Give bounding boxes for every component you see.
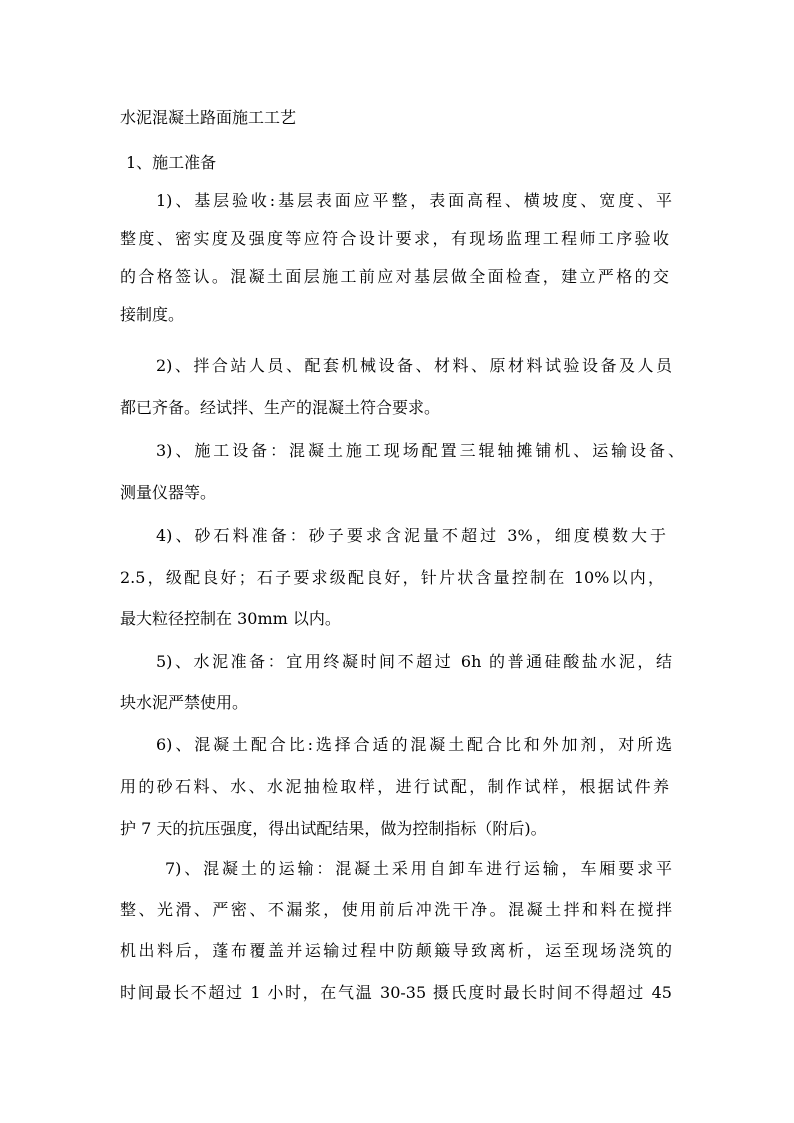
section-heading: 1、施工准备 — [126, 153, 217, 172]
paragraph-line: 接制度。 — [120, 305, 185, 324]
paragraph-line: 3)、施工设备：混凝土施工现场配置三辊轴摊铺机、运输设备、 — [156, 441, 684, 460]
paragraph-line: 都已齐备。经试拌、生产的混凝土符合要求。 — [120, 398, 441, 417]
paragraph-line: 6)、混凝土配合比:选择合适的混凝土配合比和外加剂，对所选 — [156, 735, 672, 754]
paragraph-line: 最大粒径控制在 30mm 以内。 — [120, 609, 341, 628]
paragraph-line: 用的砂石料、水、水泥抽检取样，进行试配，制作试样，根据试件养 — [120, 777, 669, 796]
paragraph-line: 时间最长不超过 1 小时，在气温 30-35 摄氏度时最长时间不得超过 45 — [120, 983, 672, 1002]
paragraph-line: 护 7 天的抗压强度，得出试配结果，做为控制指标（附后)。 — [120, 819, 547, 838]
paragraph-line: 整、光滑、严密、不漏浆，使用前后冲洗干净。混凝土拌和料在搅拌 — [120, 900, 672, 919]
paragraph-line: 2.5，级配良好；石子要求级配良好，针片状含量控制在 10%以内， — [120, 568, 664, 587]
paragraph-line: 1)、基层验收:基层表面应平整，表面高程、横坡度、宽度、平 — [156, 191, 672, 210]
document-title: 水泥混凝土路面施工工艺 — [120, 108, 297, 127]
paragraph-line: 整度、密实度及强度等应符合设计要求，有现场监理工程师工序验收 — [120, 229, 669, 248]
paragraph-line: 的合格签认。混凝土面层施工前应对基层做全面检查，建立严格的交 — [120, 267, 669, 286]
paragraph-line: 测量仪器等。 — [120, 483, 217, 502]
paragraph-line: 7)、混凝土的运输：混凝土采用自卸车进行运输，车厢要求平 — [165, 859, 672, 878]
paragraph-line: 机出料后，蓬布覆盖并运输过程中防颠簸导致离析，运至现场浇筑的 — [120, 941, 672, 960]
paragraph-line: 块水泥严禁使用。 — [120, 693, 249, 712]
paragraph-line: 4)、砂石料准备：砂子要求含泥量不超过 3%，细度模数大于 — [156, 526, 666, 545]
paragraph-line: 5)、水泥准备：宜用终凝时间不超过 6h 的普通硅酸盐水泥，结 — [156, 652, 672, 671]
paragraph-line: 2)、拌合站人员、配套机械设备、材料、原材料试验设备及人员 — [156, 356, 672, 375]
